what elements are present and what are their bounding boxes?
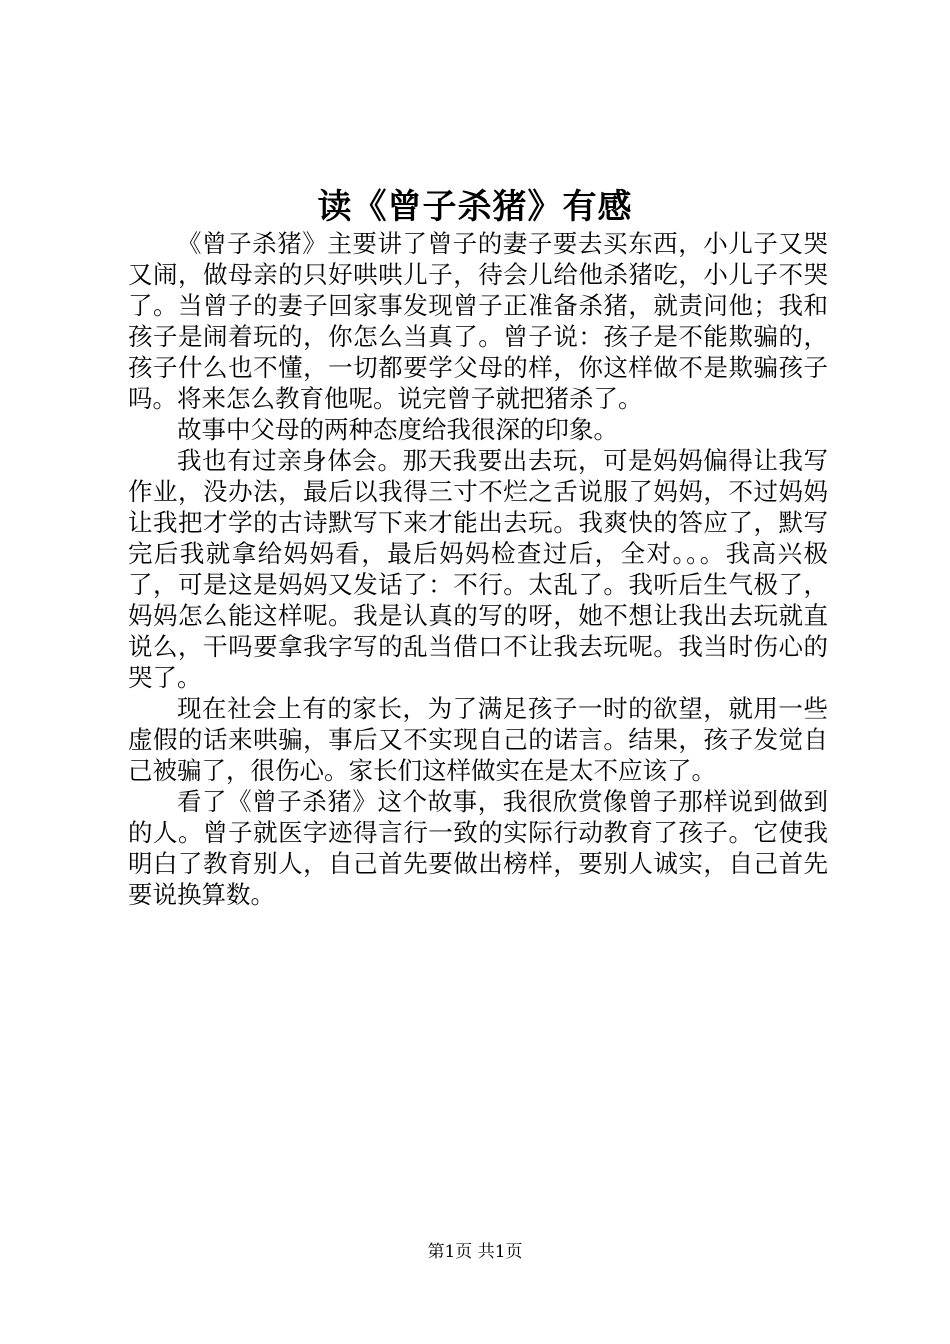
paragraph-2: 故事中父母的两种态度给我很深的印象。 (177, 415, 618, 444)
document-body (128, 228, 828, 910)
page-footer: 第1页 共1页 (427, 1242, 523, 1262)
paragraph-3: 我也有过亲身体会。那天我要出去玩，可是妈妈偏得让我写作业，没办法，最后以我得三寸不烂之舌说服了妈妈，不过妈妈让我把才学的古诗默写下来才能出去玩。我爽快的答应了，默写完后我就拿给妈妈看，最后妈妈检查过后，全对。。。我高兴极了，可是这是妈妈又发话了：不行。太乱了。我听后生气极了，妈妈怎么能这样呢。我是认真的写的呀，她不想让我出去玩就直说么，干吗要拿我字写的乱当借口不让我去玩呢。我当时伤心的哭了。 (128, 446, 828, 692)
paragraph-4: 现在社会上有的家长，为了满足孩子一时的欲望，就用一些虚假的话来哄骗，事后又不实现自己的诺言。结果，孩子发觉自己被骗了，很伤心。家长们这样做实在是太不应该了。 (128, 694, 828, 785)
document-title: 读《曾子杀猪》有感 (317, 187, 633, 227)
paragraph-1: 《曾子杀猪》主要讲了曾子的妻子要去买东西，小儿子又哭又闹，做母亲的只好哄哄儿子，待会儿给他杀猪吃，小儿子不哭了。当曾子的妻子回家事发现曾子正准备杀猪，就责问他；我和孩子是闹着玩的，你怎么当真了。曾子说：孩子是不能欺骗的，孩子什么也不懂，一切都要学父母的样，你这样做不是欺骗孩子吗。将来怎么教育他呢。说完曾子就把猪杀了。 (128, 229, 828, 413)
paragraph-5: 看了《曾子杀猪》这个故事，我很欣赏像曾子那样说到做到的人。曾子就医字迹得言行一致的实际行动教育了孩子。它使我明白了教育别人，自己首先要做出榜样，要别人诚实，自己首先要说换算数。 (128, 787, 828, 909)
